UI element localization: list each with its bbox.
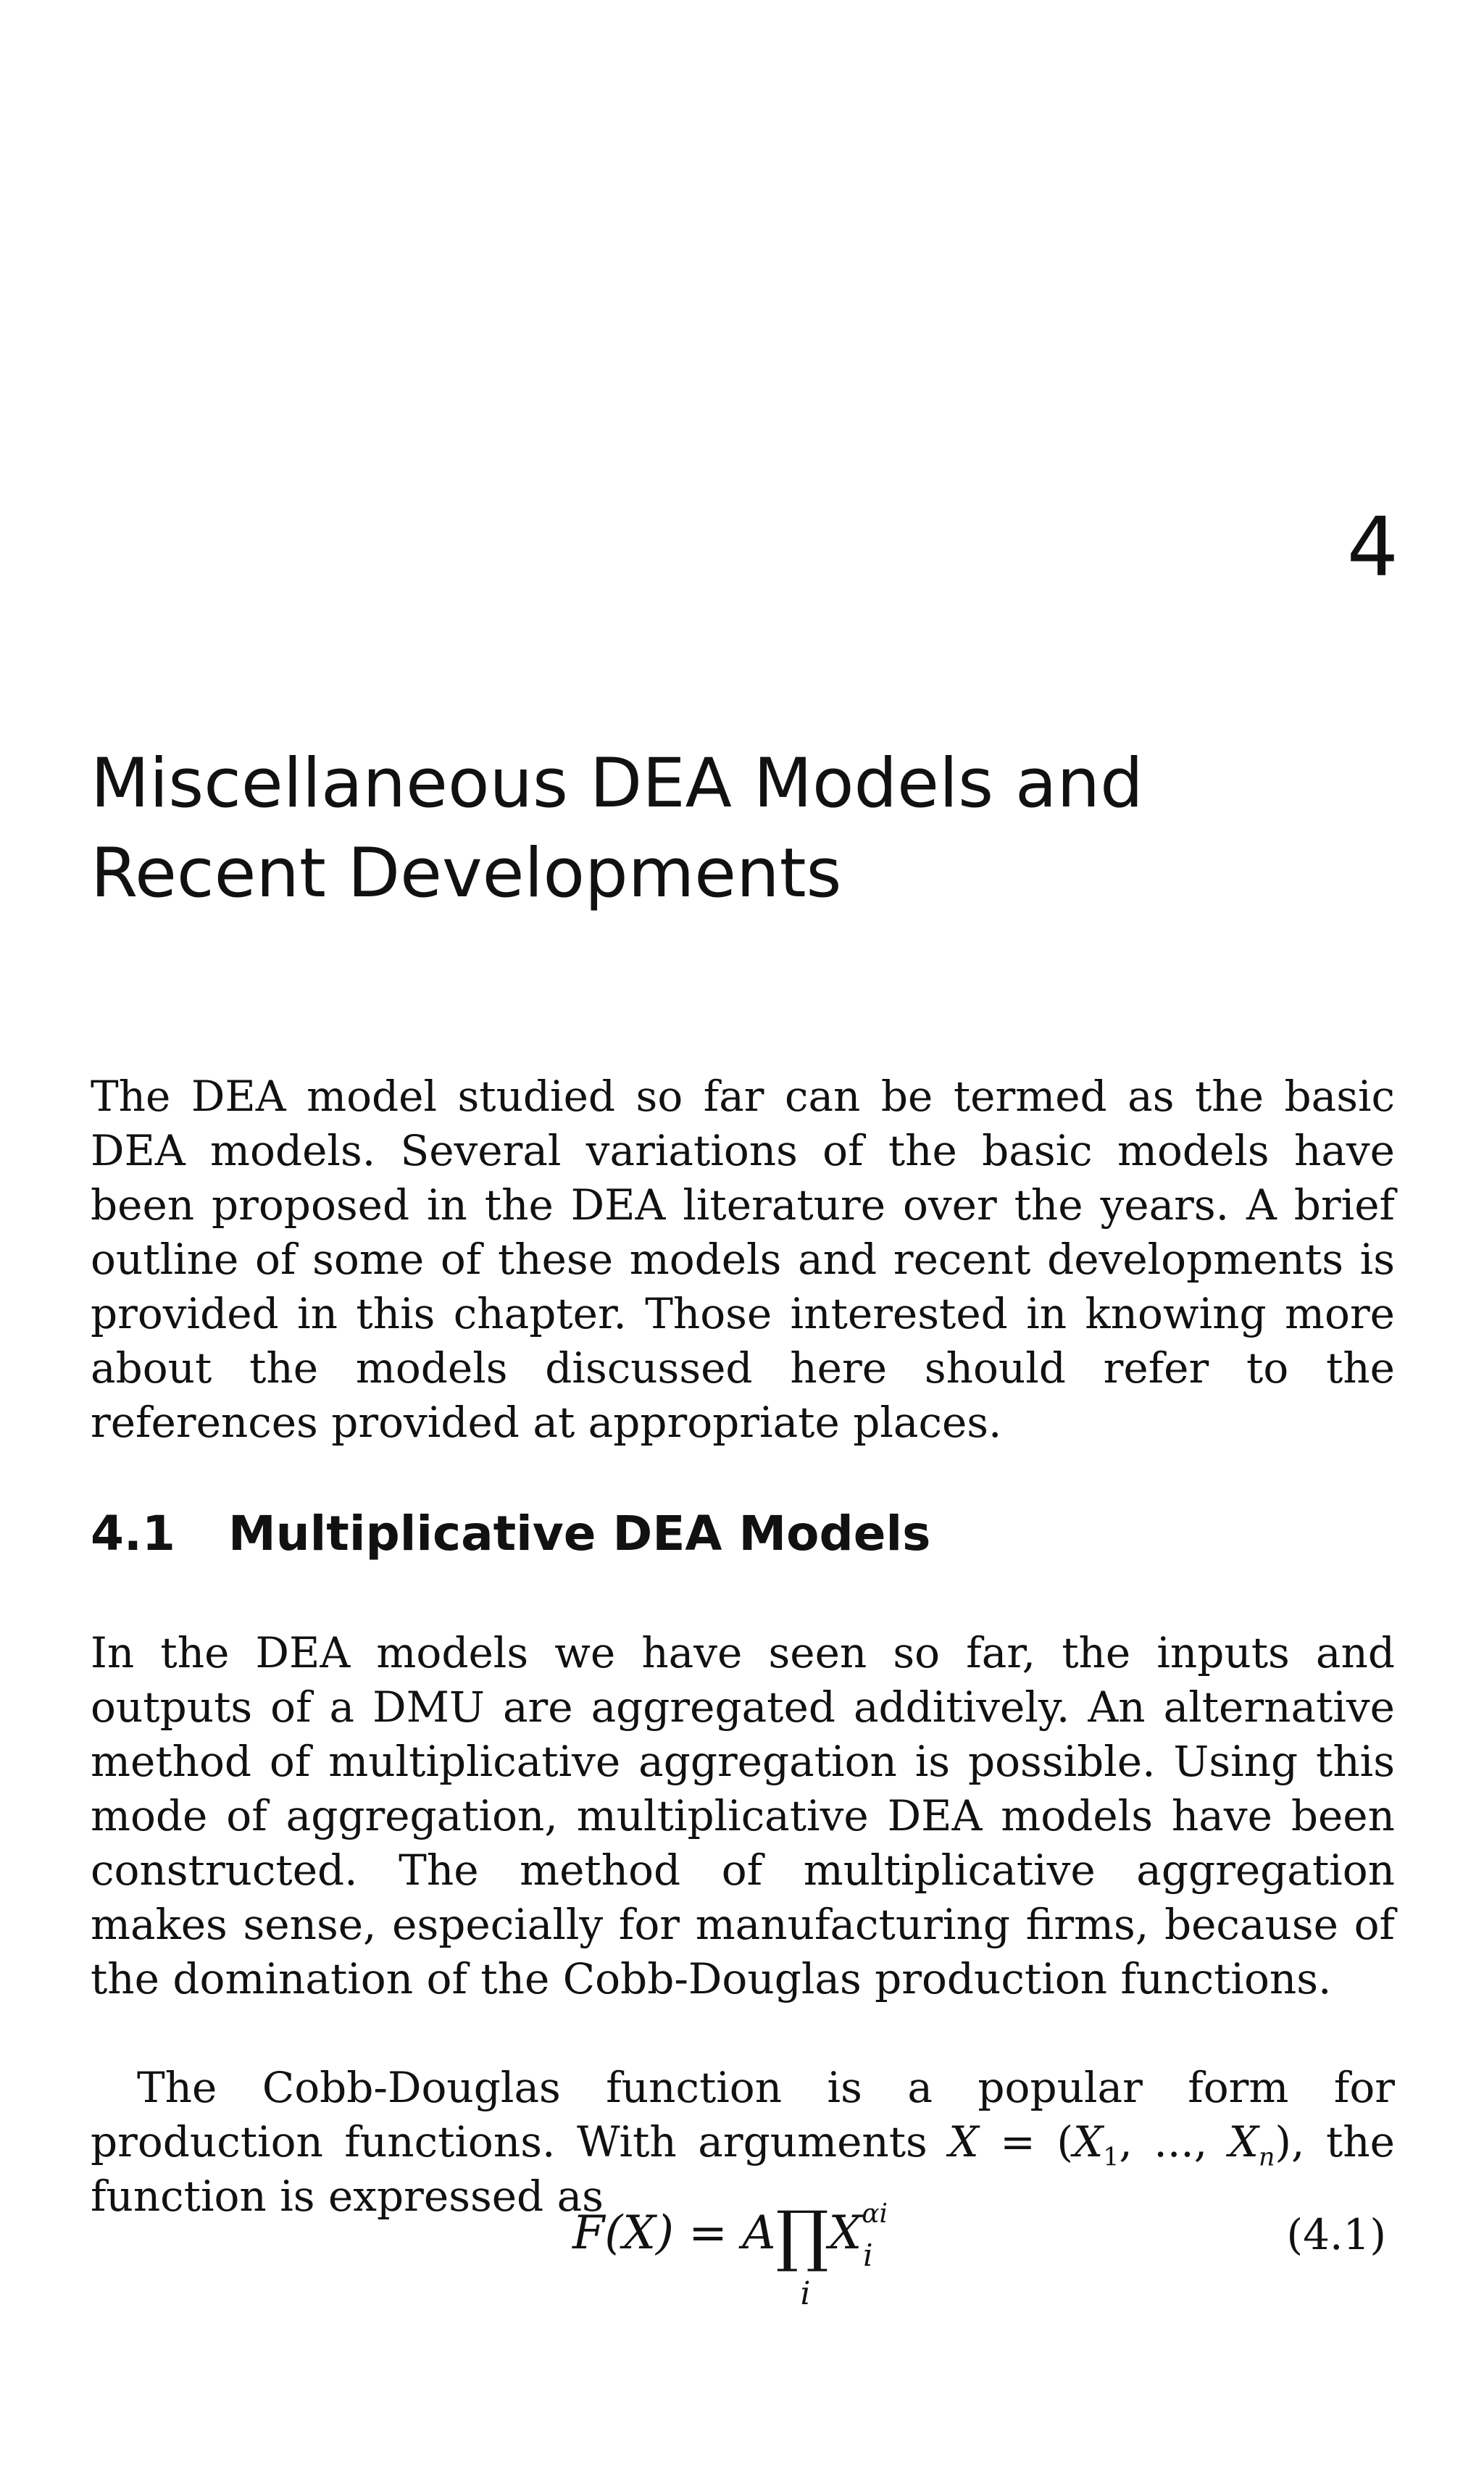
subscript-n: n — [1258, 2143, 1275, 2172]
chapter-title-line-2: Recent Developments — [91, 834, 842, 913]
paragraph-2-after: ), the function is expressed as — [91, 2117, 1395, 2221]
equation-formula — [572, 2197, 898, 2312]
equation-number: (4.1) — [1286, 2210, 1386, 2259]
product-index: i — [800, 2275, 811, 2312]
chapter-number: 4 — [1346, 501, 1398, 595]
paragraph-2-dots: , ..., — [1119, 2117, 1229, 2167]
var-xn: X — [1228, 2117, 1259, 2167]
equation-4-1 — [91, 2188, 1395, 2311]
section-heading — [91, 1506, 931, 1561]
chapter-title-line-1: Miscellaneous DEA Models and — [91, 744, 1143, 823]
section-title: Multiplicative DEA Models — [228, 1506, 931, 1561]
var-x1: X — [1072, 2117, 1104, 2167]
equation-base: X — [828, 2206, 862, 2260]
var-x: X — [949, 2117, 979, 2167]
equation-base-subscript: i — [863, 2238, 873, 2273]
section-number: 4.1 — [91, 1506, 175, 1561]
equation-exponent: αi — [862, 2199, 888, 2229]
equation-lhs: F(X) — [572, 2206, 674, 2260]
equation-constant: A — [742, 2206, 776, 2260]
paragraph-1: In the DEA models we have seen so far, the inputs and outputs of a DMU are aggregated additively. An alternative method of multiplicative aggregation is possible. Using this mode of aggregation, multiplicative DEA models have been constructed. The method of multiplicative aggregation makes sense, especially for manufacturing firms, because of the domination of the Cobb-Douglas production functions. — [91, 1628, 1395, 2003]
paragraph-2-before: The Cobb-Douglas function is a popular form for production functions. With arguments — [91, 2063, 1395, 2167]
subscript-1: 1 — [1103, 2143, 1120, 2172]
product-glyph: ∏ — [775, 2197, 829, 2274]
equation-equals: = — [688, 2206, 728, 2260]
intro-paragraph: The DEA model studied so far can be termed as the basic DEA models. Several variations of the basic models have been proposed in the DEA literature over the years. A brief outline of some of these models and recent developments is provided in this chapter. Those interested in knowing more about the models discussed here should refer to the references provided at appropriate places. — [91, 1072, 1395, 1447]
chapter-title — [91, 739, 1143, 919]
product-symbol — [775, 2197, 829, 2312]
paragraph-2-equals: = ( — [978, 2117, 1073, 2167]
